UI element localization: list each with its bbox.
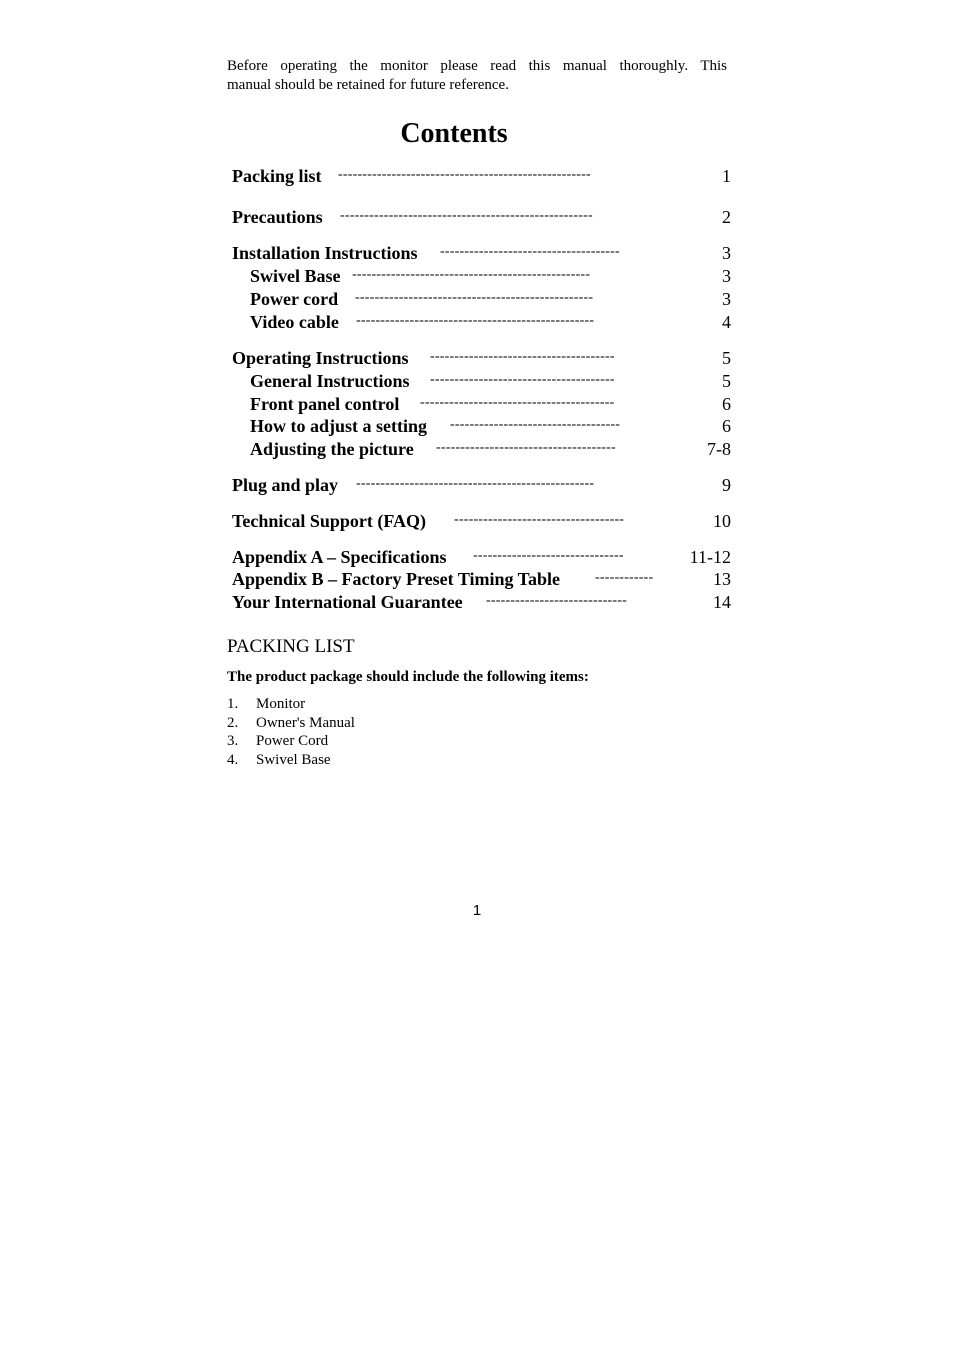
list-item xyxy=(227,714,355,733)
contents-title: Contents xyxy=(400,118,508,149)
toc-leader: ------------------------------- xyxy=(473,548,624,563)
toc-page: 14 xyxy=(713,592,731,612)
packing-list-subheading: The product package should include the following items: xyxy=(227,669,589,685)
toc-leader: ------------------------------------------------- xyxy=(355,290,594,305)
toc-leader: ------------------------------------------------- xyxy=(356,313,595,328)
toc-label: Installation Instructions xyxy=(232,243,418,263)
packing-list xyxy=(227,695,355,770)
toc-entry-power-cord xyxy=(0,287,954,311)
toc-entry-appendix-b xyxy=(0,567,954,591)
packing-list-heading: PACKING LIST xyxy=(227,636,355,657)
toc-label: Operating Instructions xyxy=(232,348,409,368)
toc-label: Adjusting the picture xyxy=(250,439,414,459)
intro-line-2: manual should be retained for future reference. xyxy=(227,77,509,93)
toc-leader: -------------------------------------- xyxy=(430,372,615,387)
list-item xyxy=(227,751,355,770)
toc-page: 9 xyxy=(722,475,731,495)
list-item-number: 3. xyxy=(227,733,239,750)
toc-entry-installation-instructions xyxy=(0,241,954,265)
toc-page: 4 xyxy=(722,312,731,332)
toc-leader: ----------------------------------- xyxy=(454,512,625,527)
toc-entry-precautions xyxy=(0,205,954,229)
toc-entry-adjusting-the-picture xyxy=(0,437,954,461)
toc-leader: ------------------------------------- xyxy=(436,440,616,455)
toc-page: 3 xyxy=(722,289,731,309)
toc-page: 1 xyxy=(722,166,731,186)
toc-leader: ---------------------------------------- xyxy=(420,395,615,410)
toc-page: 3 xyxy=(722,243,731,263)
toc-leader: ------------------------------------------------- xyxy=(356,476,595,491)
toc-page: 13 xyxy=(713,569,731,589)
toc-label: General Instructions xyxy=(250,371,410,391)
toc-label: Video cable xyxy=(250,312,339,332)
toc-label: Packing list xyxy=(232,166,322,186)
list-item-text: Monitor xyxy=(256,696,306,712)
toc-label: Your International Guarantee xyxy=(232,592,463,612)
list-item xyxy=(227,732,355,751)
toc-leader: ---------------------------------------------------- xyxy=(340,208,593,223)
toc-leader: ------------------------------------------------- xyxy=(352,267,591,282)
list-item-number: 2. xyxy=(227,714,239,731)
toc-label: How to adjust a setting xyxy=(250,416,428,436)
toc-label: Front panel control xyxy=(250,394,400,414)
toc-entry-video-cable xyxy=(0,310,954,334)
toc-label: Power cord xyxy=(250,289,339,309)
toc-page: 11-12 xyxy=(689,547,731,567)
toc-page: 5 xyxy=(722,348,731,368)
intro-line-1: Before operating the monitor please read this manual thoroughly. This xyxy=(227,58,727,74)
toc-page: 2 xyxy=(722,207,731,227)
toc-leader: ---------------------------------------------------- xyxy=(338,167,591,182)
list-item-text: Owner's Manual xyxy=(256,714,355,731)
toc-entry-appendix-a xyxy=(0,545,954,569)
toc-entry-general-instructions xyxy=(0,369,954,393)
toc-label: Appendix B – Factory Preset Timing Table xyxy=(232,569,561,589)
toc-label: Swivel Base xyxy=(250,266,341,286)
list-item xyxy=(227,695,355,714)
page-number: 1 xyxy=(472,902,482,919)
toc-entry-packing-list xyxy=(0,164,954,188)
toc-label: Appendix A – Specifications xyxy=(232,547,447,567)
toc-entry-swivel-base xyxy=(0,264,954,288)
toc-label: Plug and play xyxy=(232,475,339,495)
toc-leader: ------------------------------------- xyxy=(440,244,620,259)
toc-page: 5 xyxy=(722,371,731,391)
toc-entry-operating-instructions xyxy=(0,346,954,370)
toc-page: 6 xyxy=(722,416,731,436)
toc-entry-technical-support xyxy=(0,509,954,533)
toc-page: 7-8 xyxy=(707,439,731,459)
list-item-text: Swivel Base xyxy=(256,752,331,769)
toc-entry-plug-and-play xyxy=(0,473,954,497)
toc-leader: -------------------------------------- xyxy=(430,349,615,364)
toc-leader: ------------ xyxy=(595,570,654,585)
toc-leader: ----------------------------- xyxy=(486,593,628,608)
toc-page: 10 xyxy=(713,511,731,531)
toc-entry-international-guarantee xyxy=(0,590,954,614)
intro-paragraph xyxy=(227,57,727,95)
list-item-number: 1. xyxy=(227,696,239,712)
toc-page: 3 xyxy=(722,266,731,286)
toc-label: Technical Support (FAQ) xyxy=(232,511,427,531)
list-item-text: Power Cord xyxy=(256,733,329,750)
toc-leader: ----------------------------------- xyxy=(450,417,621,432)
list-item-number: 4. xyxy=(227,752,239,769)
toc-label: Precautions xyxy=(232,207,323,227)
toc-page: 6 xyxy=(722,394,731,414)
toc-entry-how-to-adjust-a-setting xyxy=(0,414,954,438)
